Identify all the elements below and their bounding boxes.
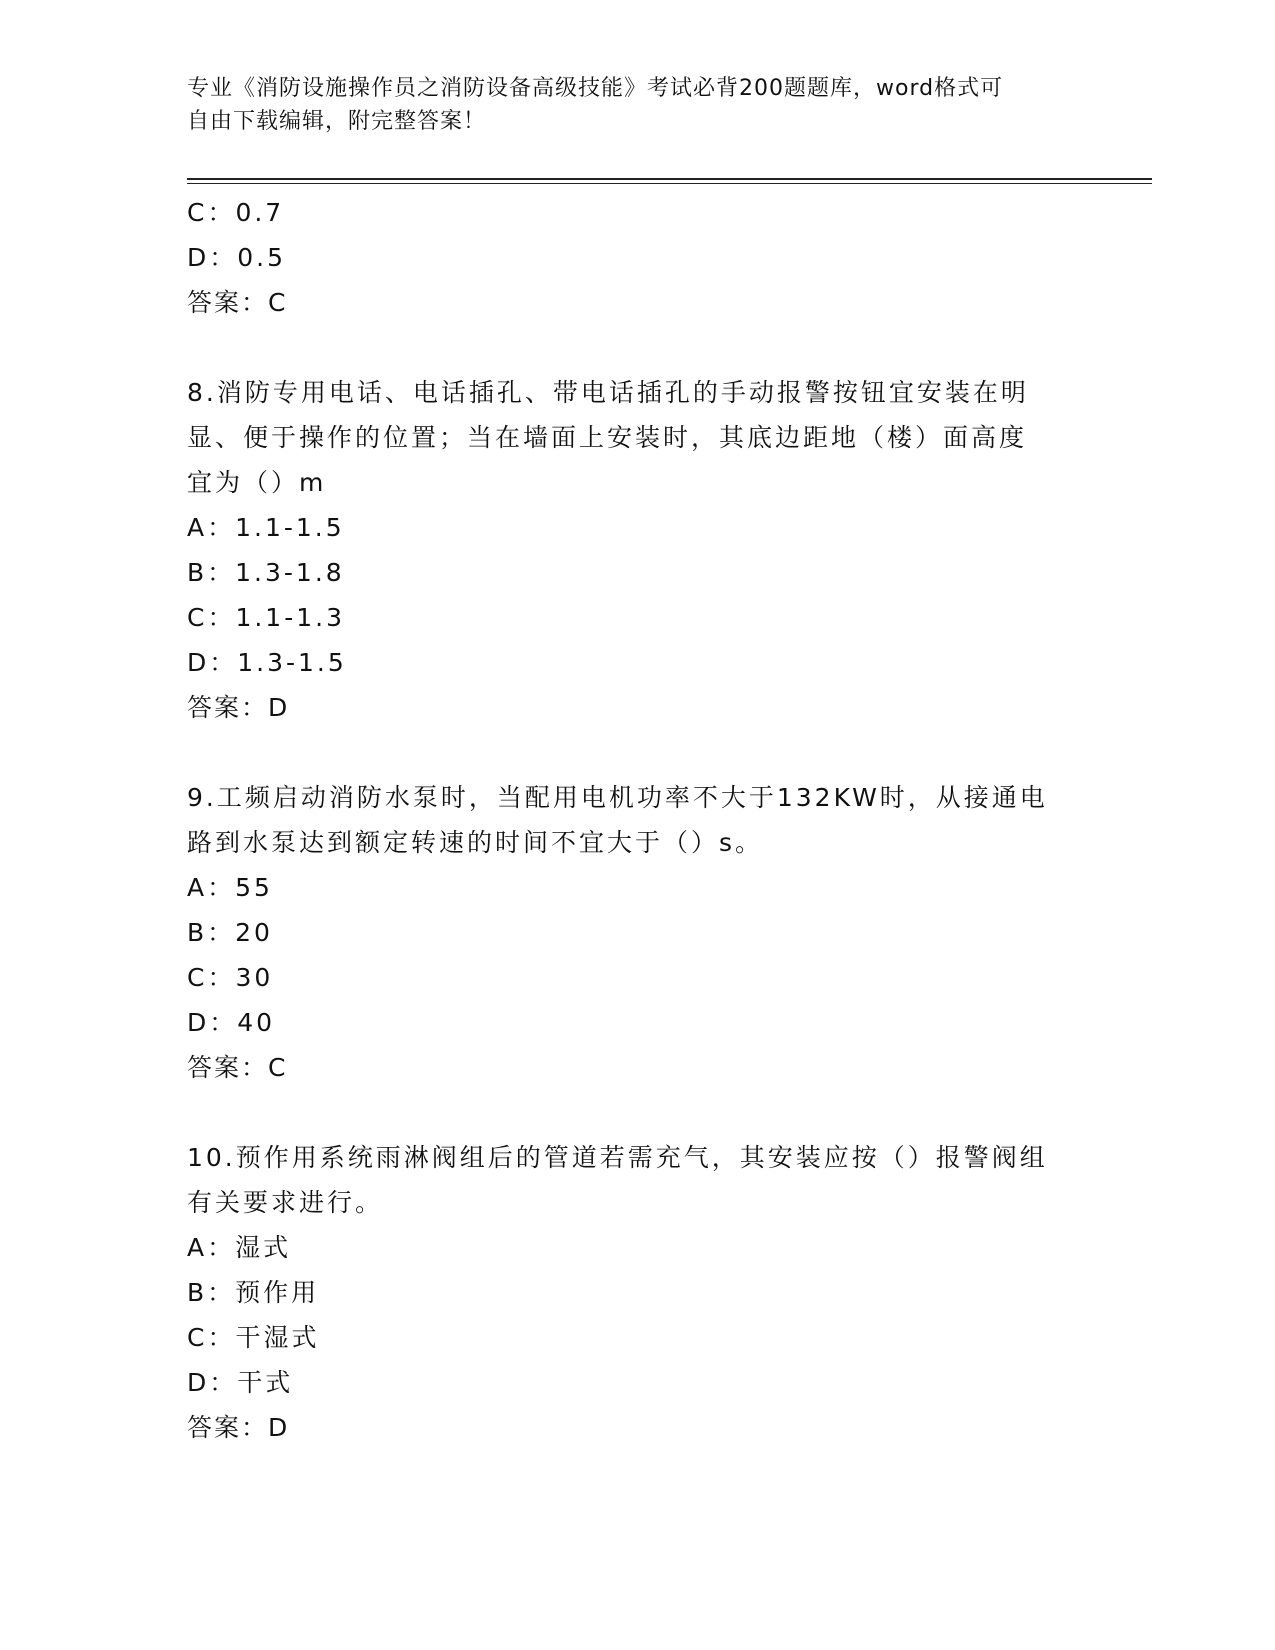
option-a: A：55 <box>187 873 273 902</box>
question-text-line: 有关要求进行。 <box>187 1188 384 1217</box>
spacer <box>187 1091 1087 1135</box>
option-b: B：1.3-1.8 <box>187 558 345 587</box>
spacer <box>187 731 1087 775</box>
answer-line: 答案：C <box>187 288 288 317</box>
option-c: C：0.7 <box>187 198 285 227</box>
option-b: B：20 <box>187 918 273 947</box>
question-text-line: 9.工频启动消防水泵时，当配用电机功率不大于132KW时，从接通电 <box>187 783 1048 812</box>
header-line-2: 自由下载编辑，附完整答案！ <box>187 109 487 134</box>
question-list <box>187 190 1087 1451</box>
question-text-line: 路到水泵达到额定转速的时间不宜大于（）s。 <box>187 828 764 857</box>
question-9 <box>187 775 1087 1091</box>
option-c: C：1.1-1.3 <box>187 603 345 632</box>
document-header <box>187 72 1067 138</box>
option-d: D：1.3-1.5 <box>187 648 347 677</box>
question-text-line: 宜为（）m <box>187 468 327 497</box>
question-text-line: 8.消防专用电话、电话插孔、带电话插孔的手动报警按钮宜安装在明 <box>187 378 1029 407</box>
option-d: D：干式 <box>187 1368 294 1397</box>
answer-line: 答案：D <box>187 693 290 722</box>
question-text-line: 显、便于操作的位置；当在墙面上安装时，其底边距地（楼）面高度 <box>187 423 1028 452</box>
option-a: A：1.1-1.5 <box>187 513 345 542</box>
question-text-line: 10.预作用系统雨淋阀组后的管道若需充气，其安装应按（）报警阀组 <box>187 1143 1048 1172</box>
header-divider-thick <box>187 178 1152 180</box>
answer-line: 答案：C <box>187 1053 288 1082</box>
question-10 <box>187 1135 1087 1451</box>
spacer <box>187 326 1087 370</box>
option-a: A：湿式 <box>187 1233 292 1262</box>
option-d: D：40 <box>187 1008 276 1037</box>
option-d: D：0.5 <box>187 243 287 272</box>
header-divider-thin <box>187 183 1152 184</box>
question-8 <box>187 370 1087 731</box>
option-c: C：30 <box>187 963 274 992</box>
carryover-question <box>187 190 1087 326</box>
option-c: C：干湿式 <box>187 1323 320 1352</box>
header-line-1: 专业《消防设施操作员之消防设备高级技能》考试必背200题题库，word格式可 <box>187 76 1004 101</box>
option-b: B：预作用 <box>187 1278 320 1307</box>
answer-line: 答案：D <box>187 1413 290 1442</box>
